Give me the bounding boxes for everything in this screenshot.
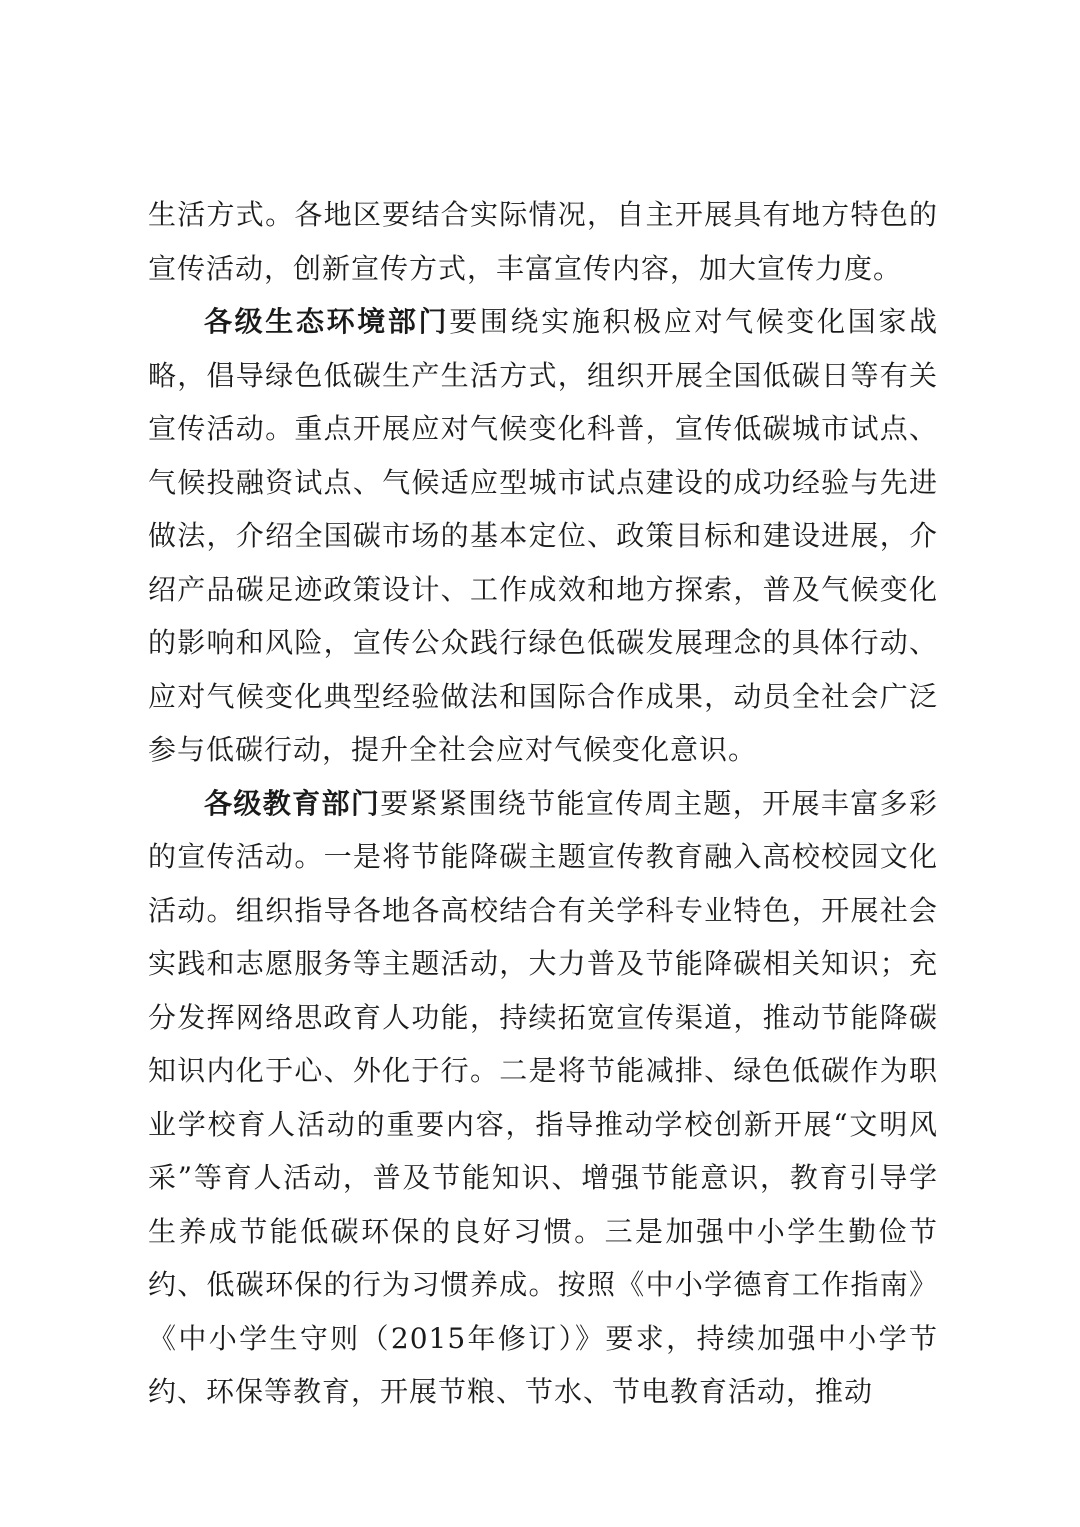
paragraph-ecology-department <box>148 295 938 777</box>
paragraph-continuation <box>148 188 938 295</box>
paragraph-text: 要紧紧围绕节能宣传周主题，开展丰富多彩的宣传活动。一是将节能降碳主题宣传教育融入高校校园文化活动。组织指导各地各高校结合有关学科专业特色，开展社会实践和志愿服务等主题活动，大力普及节能降碳相关知识；充分发挥网络思政育人功能，持续拓宽宣传渠道，推动节能降碳知识内化于心、外化于行。二是将节能减排、绿色低碳作为职业学校育人活动的重要内容，指导推动学校创新开展“文明风采”等育人活动，普及节能知识、增强节能意识，教育引导学生养成节能低碳环保的良好习惯。三是加强中小学生勤俭节约、低碳环保的行为习惯养成。按照《中小学德育工作指南》《中小学生守则（2015年修订）》要求，持续加强中小学节约、环保等教育，开展节粮、节水、节电教育活动，推动 <box>148 786 938 1408</box>
department-heading: 各级生态环境部门 <box>204 305 450 338</box>
paragraph-text: 要围绕实施积极应对气候变化国家战略，倡导绿色低碳生产生活方式，组织开展全国低碳日等有关宣传活动。重点开展应对气候变化科普，宣传低碳城市试点、气候投融资试点、气候适应型城市试点建设的成功经验与先进做法，介绍全国碳市场的基本定位、政策目标和建设进展，介绍产品碳足迹政策设计、工作成效和地方探索，普及气候变化的影响和风险，宣传公众践行绿色低碳发展理念的具体行动、应对气候变化典型经验做法和国际合作成果，动员全社会广泛参与低碳行动，提升全社会应对气候变化意识。 <box>148 305 938 766</box>
department-heading: 各级教育部门 <box>204 786 381 820</box>
document-body <box>148 188 938 1419</box>
paragraph-education-department <box>148 777 938 1419</box>
paragraph-text: 生活方式。各地区要结合实际情况，自主开展具有地方特色的宣传活动，创新宣传方式，丰富宣传内容，加大宣传力度。 <box>148 198 938 285</box>
